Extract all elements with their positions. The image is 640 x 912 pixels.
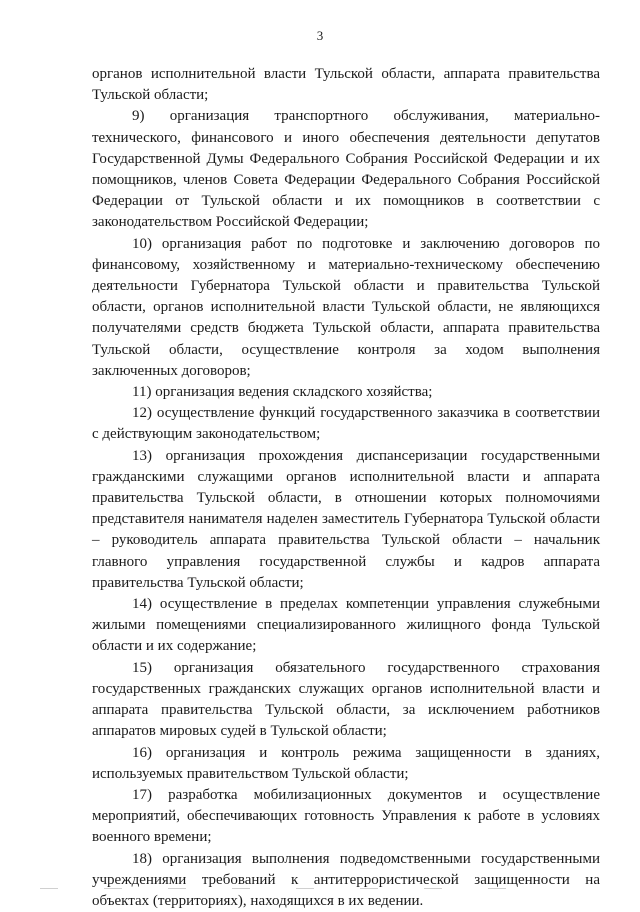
scan-artifact-mark xyxy=(104,888,122,889)
scan-artifact-mark xyxy=(360,888,378,889)
scan-artifact-mark xyxy=(296,888,314,889)
scan-artifact-line xyxy=(40,888,600,890)
scan-artifact-mark xyxy=(40,888,58,889)
document-body xyxy=(92,64,600,912)
scan-artifact-mark xyxy=(424,888,442,889)
paragraph-item-13: 13) организация прохождения диспансеризации государственными гражданскими служащими органов исполнительной власти и аппарата правительства Тульской области, в отношении которых полномочиями представителя нанимателя наделен заместитель Губернатора Тульской области – руководитель аппарата правительства Тульской области – начальник главного управления государственной службы и кадров аппарата правительства Тульской области; xyxy=(92,447,600,591)
paragraph-continuation: органов исполнительной власти Тульской области, аппарата правительства Тульской области; xyxy=(92,66,600,104)
scan-artifact-mark xyxy=(168,888,186,889)
scan-artifact-mark xyxy=(232,888,250,889)
page-number: 3 xyxy=(316,28,324,43)
paragraph-item-14: 14) осуществление в пределах компетенции управления служебными жилыми помещениями специализированного жилищного фонда Тульской области и их содержание; xyxy=(92,596,600,655)
paragraph-item-12: 12) осуществление функций государственного заказчика в соответствии с действующим законодательством; xyxy=(92,405,600,443)
paragraph-item-16: 16) организация и контроль режима защищенности в зданиях, используемых правительством Тульской области; xyxy=(92,744,600,782)
paragraph-item-9: 9) организация транспортного обслуживания, материально-технического, финансового и иного обеспечения деятельности депутатов Государственной Думы Федерального Собрания Российской Федерации и их помощников, членов Совета Федерации Федерального Собрания Российской Федерации от Тульской области и их помощников в соответствии с законодательством Российской Федерации; xyxy=(92,108,600,231)
paragraph-item-18: 18) организация выполнения подведомственными государственными учреждениями требований к антитеррористической защищенности на объектах (территориях), находящихся в их ведении. xyxy=(92,850,600,909)
paragraph-item-11: 11) организация ведения складского хозяйства; xyxy=(132,384,433,401)
paragraph-item-17: 17) разработка мобилизационных документов и осуществление мероприятий, обеспечивающих готовность Управления к работе в условиях военного времени; xyxy=(92,786,600,846)
paragraph-item-10: 10) организация работ по подготовке и заключению договоров по финансовому, хозяйственному и материально-техническому обеспечению деятельности Губернатора Тульской области и правительства Тульской области, органов исполнительной власти Тульской области, не являющихся получателями средств бюджета Тульской области, аппарата правительства Тульской области, осуществление контроля за ходом выполнения заключенных договоров; xyxy=(92,235,600,379)
scan-artifact-mark xyxy=(488,888,506,889)
paragraph-item-15: 15) организация обязательного государственного страхования государственных гражданских служащих органов исполнительной власти и аппарата правительства Тульской области, за исключением работников аппаратов мировых судей в Тульской области; xyxy=(92,659,600,740)
